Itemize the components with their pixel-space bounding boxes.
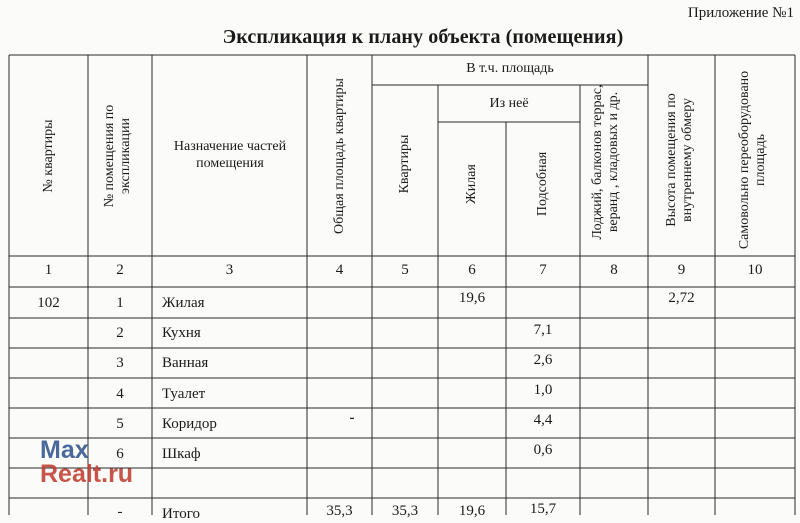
header-height: Высота помещения по внутреннему обмеру (664, 93, 695, 227)
room-name: Туалет (162, 386, 206, 402)
room-number: 4 (116, 386, 124, 402)
aux-area: 7,1 (533, 322, 553, 338)
apt-number: 102 (37, 295, 60, 311)
aux-area: 4,4 (533, 412, 553, 428)
room-height: 2,72 (668, 290, 695, 306)
header-apartments: Квартиры (397, 134, 412, 194)
watermark-line2: Realt.ru (40, 460, 134, 488)
header-unauthorized: Самовольно переоборудовано площадь (737, 70, 768, 250)
watermark-line1: Max (40, 436, 89, 464)
col-number: 8 (610, 262, 618, 278)
room-name: Кухня (162, 325, 201, 341)
aux-area: 1,0 (533, 382, 553, 398)
header-of-which: Из неё (489, 96, 529, 111)
header-purpose: Назначение частей помещения (173, 139, 287, 171)
col-number: 2 (116, 262, 124, 278)
header-living: Жилая (464, 164, 479, 204)
header-loggia: Лоджий, балконов террас, веранд , кладовых и др. (590, 84, 621, 240)
total-area-sum: 35,3 (326, 503, 353, 519)
room-name: Шкаф (162, 446, 201, 462)
col-number: 3 (225, 262, 234, 278)
header-total-area: Общая площадь квартиры (332, 78, 347, 234)
col-number: 10 (747, 262, 763, 278)
room-number: 3 (116, 355, 124, 371)
watermark-logo (40, 438, 133, 486)
aux-area: 0,6 (533, 442, 553, 458)
apartment-area-sum: 35,3 (391, 503, 419, 519)
total-area-cell: - (349, 410, 355, 426)
room-name: Коридор (162, 416, 217, 432)
col-number: 4 (335, 262, 344, 278)
room-number: 1 (116, 295, 124, 311)
header-incl-area: В т.ч. площадь (466, 61, 554, 76)
header-apt-no: № квартиры (41, 119, 56, 193)
col-number: 5 (401, 262, 409, 278)
room-name: Жилая (162, 295, 205, 311)
living-area: 19,6 (458, 290, 486, 306)
room-number: 6 (116, 446, 124, 462)
col-number: 1 (44, 262, 53, 278)
aux-area: 2,6 (533, 352, 553, 368)
col-number: 6 (468, 262, 476, 278)
header-room-no: № помещения по экспликации (102, 104, 133, 208)
room-name: Ванная (162, 355, 209, 371)
annex-label: Приложение №1 (687, 5, 794, 21)
col-number: 9 (677, 262, 686, 278)
room-number: - (117, 504, 123, 520)
header-auxiliary: Подсобная (535, 151, 550, 217)
room-number: 2 (116, 325, 124, 341)
aux-area-sum: 15,7 (529, 501, 557, 517)
living-area-sum: 19,6 (458, 503, 486, 519)
col-number: 7 (539, 262, 547, 278)
room-number: 5 (116, 416, 124, 432)
total-label: Итого (162, 506, 200, 522)
document-title: Экспликация к плану объекта (помещения) (222, 26, 624, 48)
